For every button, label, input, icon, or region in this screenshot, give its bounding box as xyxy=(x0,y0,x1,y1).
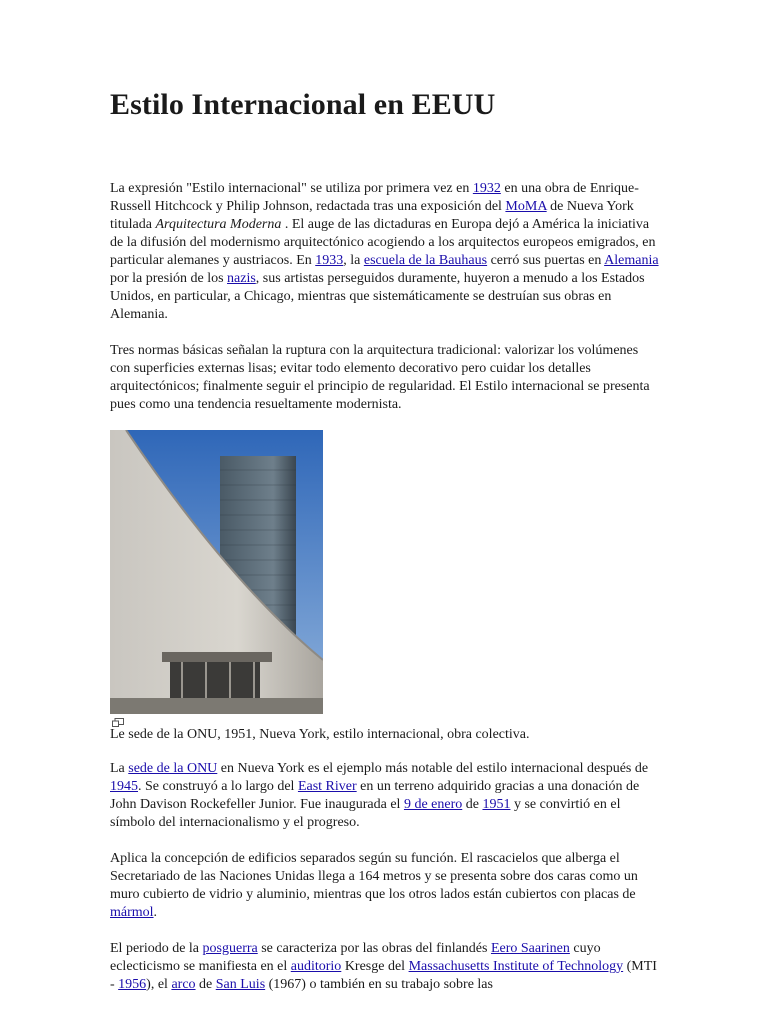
text: La expresión "Estilo internacional" se utiliza por primera vez en xyxy=(110,181,473,196)
text: en una obra de Enrique-Russell Hitchcock y Philip Johnson, redactada tras una exposición del xyxy=(110,181,639,214)
text: de xyxy=(195,977,216,992)
link-1933[interactable]: 1933 xyxy=(315,253,344,268)
text: cuyo eclecticismo se manifiesta en el xyxy=(110,941,601,974)
text: . Se construyó a lo largo del xyxy=(138,779,298,794)
text: Aplica la concepción de edificios separados según su función. El rascacielos que alberga el Secretariado de las Naciones Unidas llega a 164 metros y se presenta sobre dos caras como un muro cubierto de vidrio y aluminio, mientras que los otros lados están cubiertos con placas de xyxy=(110,851,638,902)
link-east-river[interactable]: East River xyxy=(297,779,357,794)
book-title: Arquitectura Moderna xyxy=(155,217,282,232)
text: de xyxy=(462,797,483,812)
link-marmol[interactable]: mármol xyxy=(110,905,154,920)
paragraph-norms: Tres normas básicas señalan la ruptura con la arquitectura tradicional: valorizar los volúmenes con superficies externas lisas; evitar todo elemento decorativo pero cuidar los detalles arquitectónicos; finalmente seguir el principio de regularidad. El Estilo internacional se presenta pues como una tendencia resueltamente modernista. xyxy=(110,343,650,412)
un-headquarters-photo xyxy=(110,430,323,714)
link-1945[interactable]: 1945 xyxy=(110,779,138,794)
paragraph-secretariado xyxy=(110,850,660,922)
link-1951[interactable]: 1951 xyxy=(482,797,511,812)
link-mit[interactable]: Massachusetts Institute of Technology xyxy=(408,959,624,974)
image-caption: Le sede de la ONU, 1951, Nueva York, estilo internacional, obra colectiva. xyxy=(110,727,530,742)
link-alemania[interactable]: Alemania xyxy=(604,253,659,268)
page-title: Estilo Internacional en EEUU xyxy=(110,88,496,121)
text: El periodo de la xyxy=(110,941,203,956)
text: en un terreno adquirido gracias a una donación de John Davison Rockefeller Junior. Fue inaugurada el xyxy=(110,779,640,812)
text: . xyxy=(153,905,158,920)
text: de Nueva York titulada xyxy=(110,199,634,232)
link-auditorio[interactable]: auditorio xyxy=(290,959,342,974)
link-moma[interactable]: MoMA xyxy=(505,199,547,214)
text: La xyxy=(110,761,129,776)
link-1932[interactable]: 1932 xyxy=(472,181,501,196)
link-arco[interactable]: arco xyxy=(171,977,196,992)
link-nazis[interactable]: nazis xyxy=(227,271,256,286)
paragraph-posguerra xyxy=(110,940,660,994)
text: en Nueva York es el ejemplo más notable del estilo internacional después de xyxy=(217,761,649,776)
link-1956[interactable]: 1956 xyxy=(118,977,147,992)
text: (MTI - xyxy=(110,959,657,992)
text: , la xyxy=(343,253,364,268)
text: ), el xyxy=(146,977,172,992)
text: por la presión de los xyxy=(110,271,228,286)
text: Kresge del xyxy=(341,959,409,974)
link-sede-onu[interactable]: sede de la ONU xyxy=(128,761,218,776)
link-posguerra[interactable]: posguerra xyxy=(202,941,258,956)
link-9-enero[interactable]: 9 de enero xyxy=(403,797,463,812)
text: , sus artistas perseguidos duramente, huyeron a menudo a los Estados Unidos, en particular, a Chicago, mientras que sistemáticamente se destruían sus obras en Alemania. xyxy=(110,271,645,322)
text: . El auge de las dictaduras en Europa dejó a América la iniciativa de la difusión del modernismo arquitectónico acogiendo a los arquitectos europeos emigrados, en particular alemanes y austriacos. En xyxy=(110,217,656,268)
paragraph-onu xyxy=(110,760,660,832)
text: (1967) o también en su trabajo sobre las xyxy=(265,977,493,992)
link-san-luis[interactable]: San Luis xyxy=(215,977,266,992)
link-bauhaus[interactable]: escuela de la Bauhaus xyxy=(363,253,488,268)
text: se caracteriza por las obras del finlandés xyxy=(257,941,491,956)
paragraph-intro xyxy=(110,180,660,324)
text: y se convirtió en el símbolo del internacionalismo y el progreso. xyxy=(110,797,621,830)
link-eero-saarinen[interactable]: Eero Saarinen xyxy=(490,941,570,956)
text: cerró sus puertas en xyxy=(487,253,605,268)
